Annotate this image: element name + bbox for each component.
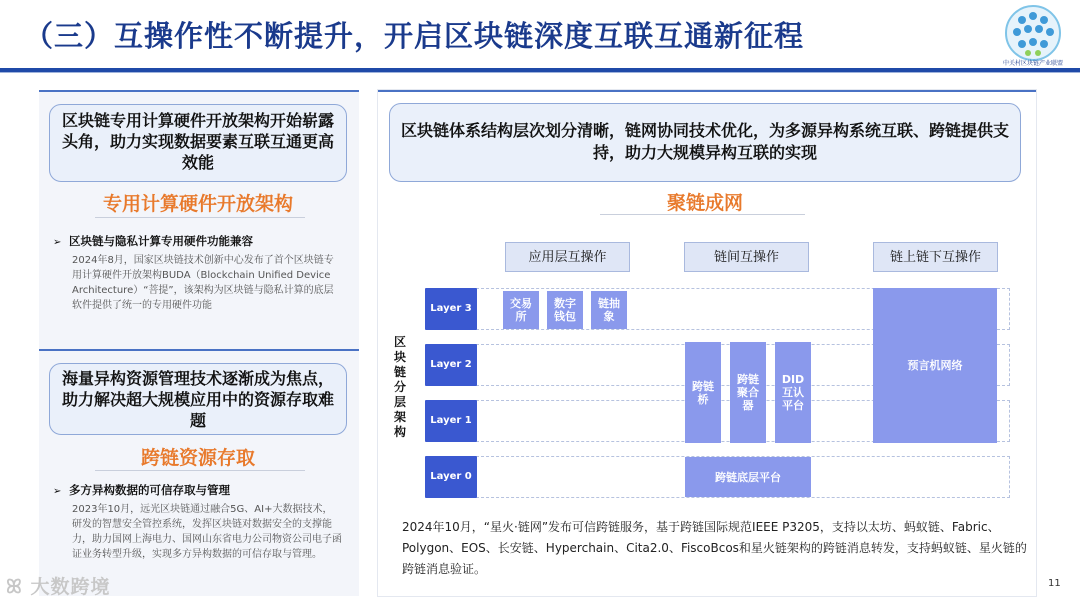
block-chain-abstraction: 链抽象 — [591, 291, 627, 329]
layer-1-label: Layer 1 — [425, 400, 477, 442]
left-panel-separator — [39, 349, 359, 351]
logo-caption: 中关村区块链产业联盟 — [1002, 60, 1063, 67]
layer-0-label: Layer 0 — [425, 456, 477, 498]
block-did-platform: DID互认平台 — [775, 342, 811, 443]
watermark — [6, 572, 110, 599]
resource-title-underline — [95, 470, 305, 471]
hardware-bullet-text: 区块链与隐私计算专用硬件功能兼容 — [69, 234, 253, 248]
arrow-right-icon: ➢ — [53, 237, 62, 248]
block-exchange: 交易所 — [503, 291, 539, 329]
header-divider-thin — [0, 72, 1080, 73]
block-digital-wallet: 数字钱包 — [547, 291, 583, 329]
hardware-title-underline — [95, 217, 305, 218]
block-cross-chain-bridge: 跨链桥 — [685, 342, 721, 443]
resource-callout: 海量异构资源管理技术逐渐成为焦点，助力解决超大规模应用中的资源存取难题 — [49, 363, 347, 435]
column-app-layer: 应用层互操作 — [505, 242, 630, 272]
block-cross-chain-aggregator: 跨链聚合器 — [730, 342, 766, 443]
network-title-underline — [600, 214, 805, 215]
watermark-logo-icon: ꕤ — [6, 576, 31, 598]
page-number: 11 — [1048, 578, 1061, 589]
watermark-text: 大数跨境 — [30, 576, 111, 598]
resource-bullet — [53, 482, 230, 498]
page-title: （三）互操作性不断提升，开启区块链深度互联互通新征程 — [24, 19, 805, 53]
arrow-right-icon: ➢ — [53, 486, 62, 497]
column-on-off-chain: 链上链下互操作 — [873, 242, 998, 272]
column-cross-chain: 链间互操作 — [684, 242, 809, 272]
hardware-section-title: 专用计算硬件开放架构 — [102, 193, 293, 215]
left-panel-top-border — [39, 90, 359, 92]
layer-3-label: Layer 3 — [425, 288, 477, 330]
network-section-title: 聚链成网 — [666, 192, 743, 214]
hardware-bullet — [53, 233, 253, 249]
block-cross-chain-base: 跨链底层平台 — [685, 457, 811, 497]
network-callout: 区块链体系结构层次划分清晰，链网协同技术优化，为多源异构系统互联、跨链提供支持，助力大规模异构互联的实现 — [389, 103, 1021, 182]
resource-paragraph: 2023年10月，远光区块链通过融合5G、AI+大数据技术，研发的智慧安全管控系统，发挥区块链对数据安全的支撑能力，助力国网上海电力、国网山东省电力公司物资公司电子函证业务转型升级，实现多方异构数据的可信存取与管理。 — [72, 504, 342, 560]
layer-2-label: Layer 2 — [425, 344, 477, 386]
architecture-vertical-label: 区块链分层架构 — [393, 335, 406, 439]
starfire-description: 2024年10月，“星火·链网”发布可信跨链服务，基于跨链国际规范IEEE P3205，支持以太坊、蚂蚁链、Fabric、Polygon、EOS、长安链、Hyperchain、Cita2.0、FiscoBcos和星火链架构的跨链消息转发，支持蚂蚁链、星火链的跨链消息验证。 — [402, 520, 1027, 576]
block-oracle-network: 预言机网络 — [873, 288, 997, 443]
globe-logo-icon — [1002, 2, 1064, 64]
hardware-callout: 区块链专用计算硬件开放架构开始崭露头角，助力实现数据要素互联互通更高效能 — [49, 104, 347, 182]
resource-section-title: 跨链资源存取 — [140, 447, 255, 469]
hardware-paragraph: 2024年8月，国家区块链技术创新中心发布了首个区块链专用计算硬件开放架构BUDA（Blockchain Unified Device Architecture）“菩提”，该架构为区块链与隐私计算的底层软件提供了统一的专用硬件功能 — [72, 255, 334, 311]
resource-bullet-text: 多方异构数据的可信存取与管理 — [69, 483, 230, 497]
right-panel-top-border — [378, 90, 1036, 92]
